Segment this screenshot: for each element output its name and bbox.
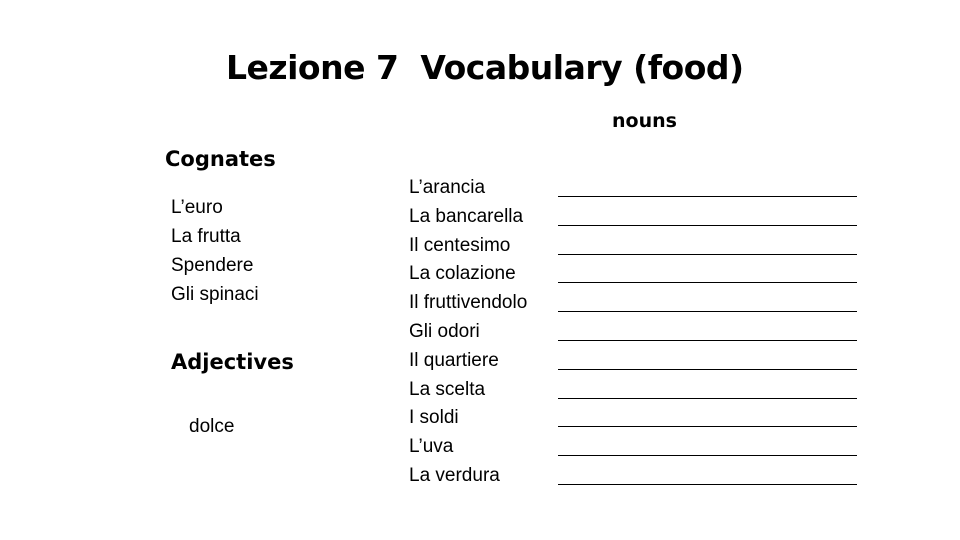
noun-word: I soldi	[409, 407, 459, 429]
noun-word: Gli odori	[409, 320, 480, 342]
slide-title: Lezione 7 Vocabulary (food)	[226, 48, 744, 87]
cognates-list	[171, 193, 259, 309]
cognates-heading: Cognates	[165, 147, 276, 171]
answer-blank-line	[558, 282, 857, 283]
noun-word: La scelta	[409, 378, 486, 400]
noun-row	[409, 346, 869, 375]
cognate-item: Spendere	[171, 255, 254, 276]
noun-row	[409, 375, 869, 404]
noun-row	[409, 202, 869, 231]
noun-row	[409, 173, 869, 202]
adjective-item: dolce	[189, 416, 235, 437]
nouns-heading: nouns	[612, 110, 677, 132]
cognate-item: L’euro	[171, 197, 223, 218]
noun-row	[409, 231, 869, 260]
cognate-item: Gli spinaci	[171, 284, 259, 305]
adjectives-list	[189, 412, 234, 441]
noun-word: La bancarella	[409, 205, 524, 227]
answer-blank-line	[558, 398, 857, 399]
cognate-item: La frutta	[171, 226, 241, 247]
noun-word: Il centesimo	[409, 234, 511, 256]
noun-word: L’uva	[409, 436, 454, 458]
noun-row	[409, 461, 869, 490]
answer-blank-line	[558, 196, 857, 197]
answer-blank-line	[558, 311, 857, 312]
nouns-list	[409, 173, 869, 490]
noun-row	[409, 432, 869, 461]
adjectives-heading: Adjectives	[171, 350, 294, 374]
noun-word: La colazione	[409, 263, 516, 285]
answer-blank-line	[558, 455, 857, 456]
noun-word: Il quartiere	[409, 349, 499, 371]
noun-row	[409, 317, 869, 346]
answer-blank-line	[558, 254, 857, 255]
answer-blank-line	[558, 225, 857, 226]
noun-row	[409, 403, 869, 432]
noun-row	[409, 288, 869, 317]
answer-blank-line	[558, 426, 857, 427]
noun-word: Il fruttivendolo	[409, 292, 528, 314]
answer-blank-line	[558, 340, 857, 341]
noun-word: La verdura	[409, 464, 500, 486]
noun-word: L’arancia	[409, 177, 486, 198]
answer-blank-line	[558, 369, 857, 370]
answer-blank-line	[558, 484, 857, 485]
noun-row	[409, 259, 869, 288]
